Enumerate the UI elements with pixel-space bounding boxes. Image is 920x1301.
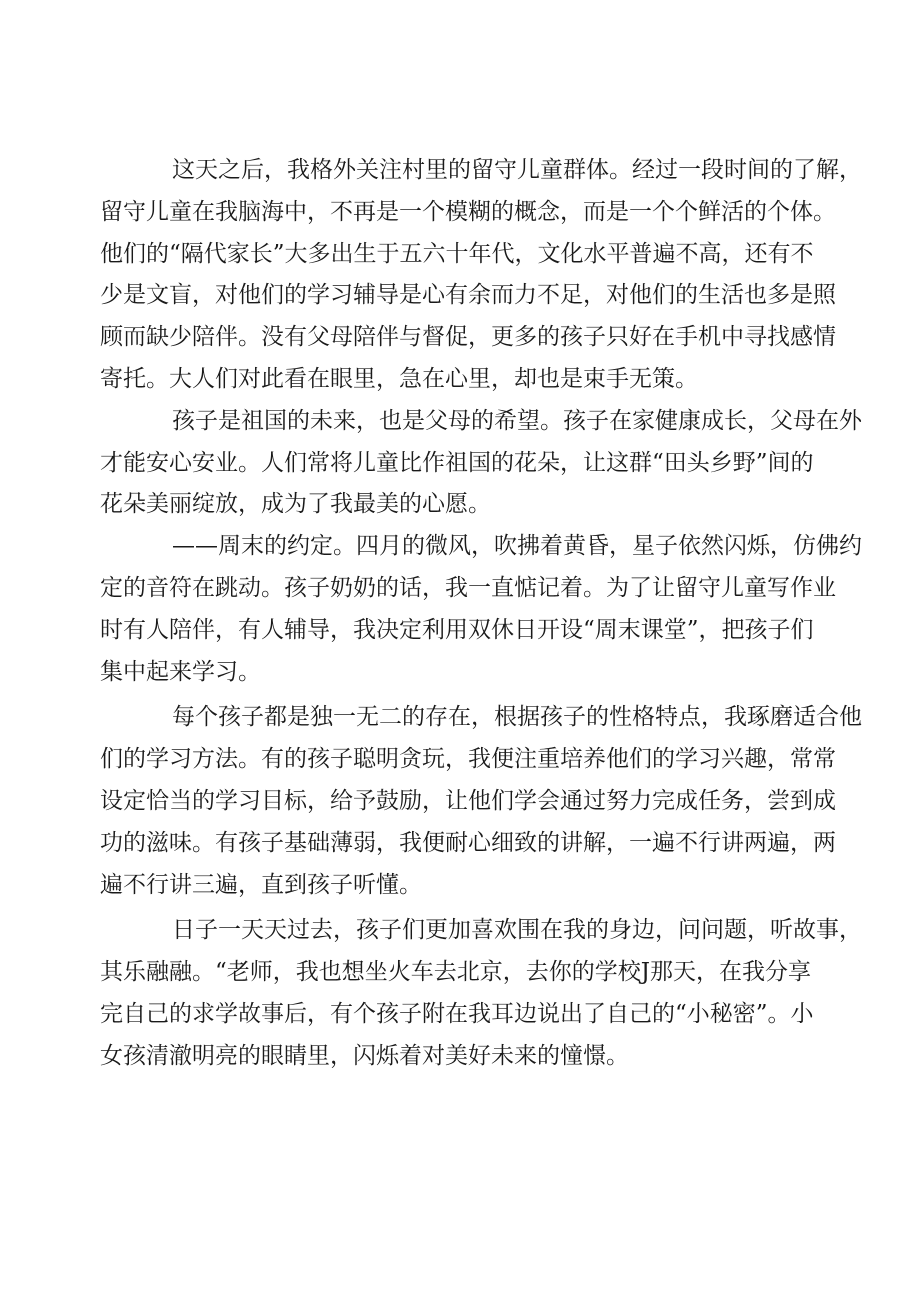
paragraph-line: 这天之后，我格外关注村里的留守儿童群体。经过一段时间的了解， xyxy=(172,157,862,183)
paragraph-line: 每个孩子都是独一无二的存在，根据孩子的性格特点，我琢磨适合他 xyxy=(172,704,862,731)
paragraph-line: 孩子是祖国的未来，也是父母的希望。孩子在家健康成长，父母在外 xyxy=(172,407,862,434)
paragraph-2 xyxy=(100,401,862,526)
paragraph-4 xyxy=(100,697,862,906)
document-body xyxy=(100,150,862,1078)
paragraph-line: 完自己的求学故事后，有个孩子附在我耳边说出了自己的“小秘密”。小 xyxy=(100,1000,814,1027)
paragraph-line: 女孩清澈明亮的眼睛里，闪烁着对美好未来的憧憬。 xyxy=(100,1042,629,1069)
paragraph-line: ——周末的约定。四月的微风，吹拂着黄昏，星子依然闪烁，仿佛约 xyxy=(172,533,862,560)
paragraph-line: 日子一天天过去，孩子们更加喜欢围在我的身边，问问题，听故事， xyxy=(172,917,862,944)
paragraph-line: 才能安心安业。人们常将儿童比作祖国的花朵，让这群“田头乡野”间的 xyxy=(100,449,814,476)
paragraph-line: 少是文盲，对他们的学习辅导是心有余而力不足，对他们的生活也多是照 xyxy=(100,282,836,309)
paragraph-line: 设定恰当的学习目标，给予鼓励，让他们学会通过努力完成任务，尝到成 xyxy=(100,787,836,814)
paragraph-3 xyxy=(100,526,862,693)
paragraph-line: 花朵美丽绽放，成为了我最美的心愿。 xyxy=(100,491,491,518)
paragraph-line: 寄托。大人们对此看在眼里，急在心里，却也是束手无策。 xyxy=(100,365,698,392)
paragraph-line: 遍不行讲三遍，直到孩子听懂。 xyxy=(100,871,422,898)
paragraph-line: 留守儿童在我脑海中，不再是一个模糊的概念，而是一个个鲜活的个体。 xyxy=(100,198,836,225)
paragraph-line: 时有人陪伴，有人辅导，我决定利用双休日开设“周末课堂”，把孩子们 xyxy=(100,616,814,643)
paragraph-1 xyxy=(100,150,862,401)
paragraph-line: 他们的“隔代家长”大多出生于五六十年代，文化水平普遍不高，还有不 xyxy=(100,240,814,267)
paragraph-line: 定的音符在跳动。孩子奶奶的话，我一直惦记着。为了让留守儿童写作业 xyxy=(100,574,836,601)
paragraph-line: 其乐融融。“老师，我也想坐火车去北京，去你的学校J那天，在我分享 xyxy=(100,959,811,986)
paragraph-line: 们的学习方法。有的孩子聪明贪玩，我便注重培养他们的学习兴趣，常常 xyxy=(100,746,836,773)
paragraph-line: 集中起来学习。 xyxy=(100,658,261,685)
paragraph-line: 顾而缺少陪伴。没有父母陪伴与督促，更多的孩子只好在手机中寻找感情 xyxy=(100,324,836,351)
paragraph-5 xyxy=(100,910,862,1077)
paragraph-line: 功的滋味。有孩子基础薄弱，我便耐心细致的讲解，一遍不行讲两遍，两 xyxy=(100,829,836,856)
